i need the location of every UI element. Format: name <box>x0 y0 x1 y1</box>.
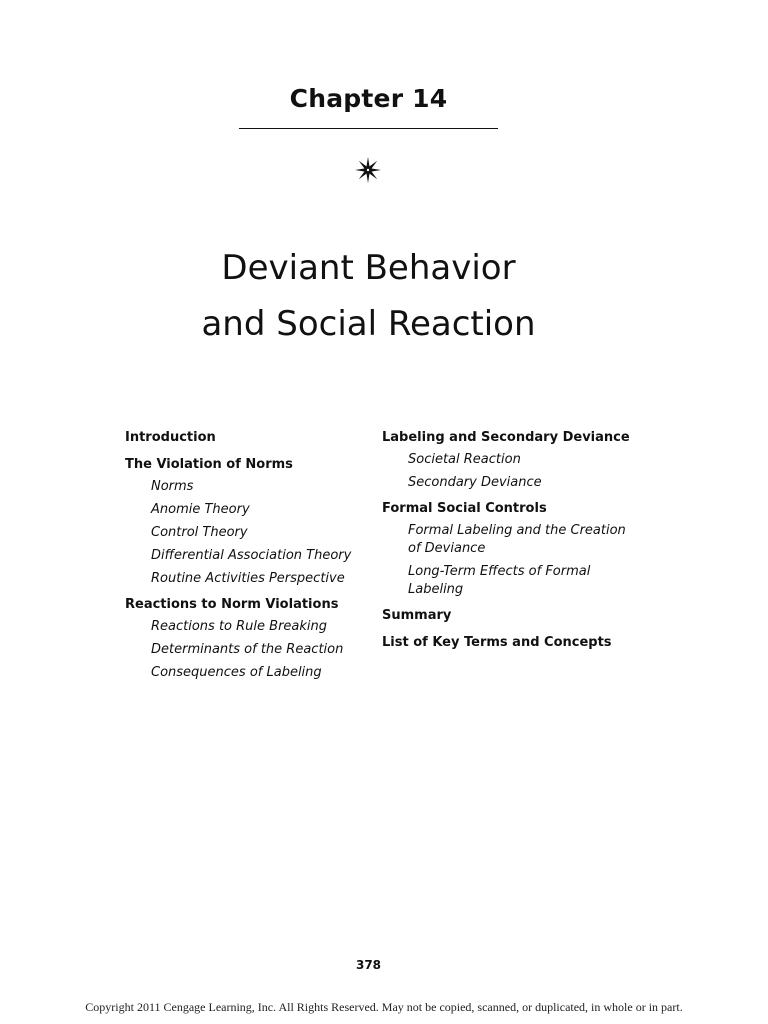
contents-heading: Formal Social Controls <box>382 501 547 516</box>
contents-subheading: Societal Reaction <box>408 452 521 467</box>
contents-subheading: Anomie Theory <box>151 502 250 517</box>
contents-heading: Reactions to Norm Violations <box>125 597 339 612</box>
copyright-notice: Copyright 2011 Cengage Learning, Inc. All Rights Reserved. May not be copied, scanned, or duplicated, in whole or in part. <box>85 1000 683 1014</box>
contents-heading: The Violation of Norms <box>125 457 293 472</box>
contents-subheading: Routine Activities Perspective <box>151 571 345 586</box>
contents-subheading: Long-Term Effects of Formal Labeling <box>408 564 591 597</box>
contents-subheading: Secondary Deviance <box>408 475 542 490</box>
chapter-title <box>0 240 737 352</box>
contents-right-column <box>382 428 632 653</box>
contents-heading: Introduction <box>125 430 216 445</box>
chapter-title-line-1: Deviant Behavior <box>221 248 516 288</box>
chapter-title-line-2: and Social Reaction <box>201 304 536 344</box>
page-number: 378 <box>355 958 382 972</box>
contents-subheading: Differential Association Theory <box>151 548 352 563</box>
contents-left-column <box>125 428 365 682</box>
contents-subheading: Reactions to Rule Breaking <box>151 619 328 634</box>
contents-heading: Summary <box>382 608 452 623</box>
compass-star-icon <box>354 156 382 184</box>
chapter-number: Chapter 14 <box>289 84 448 113</box>
chapter-rule-divider <box>239 128 498 129</box>
contents-subheading: Formal Labeling and the Creation of Deviance <box>408 523 626 556</box>
contents-subheading: Control Theory <box>151 525 248 540</box>
contents-subheading: Consequences of Labeling <box>151 665 322 680</box>
contents-subheading: Determinants of the Reaction <box>151 642 344 657</box>
contents-heading: List of Key Terms and Concepts <box>382 635 612 650</box>
contents-subheading: Norms <box>151 479 194 494</box>
contents-heading: Labeling and Secondary Deviance <box>382 430 630 445</box>
